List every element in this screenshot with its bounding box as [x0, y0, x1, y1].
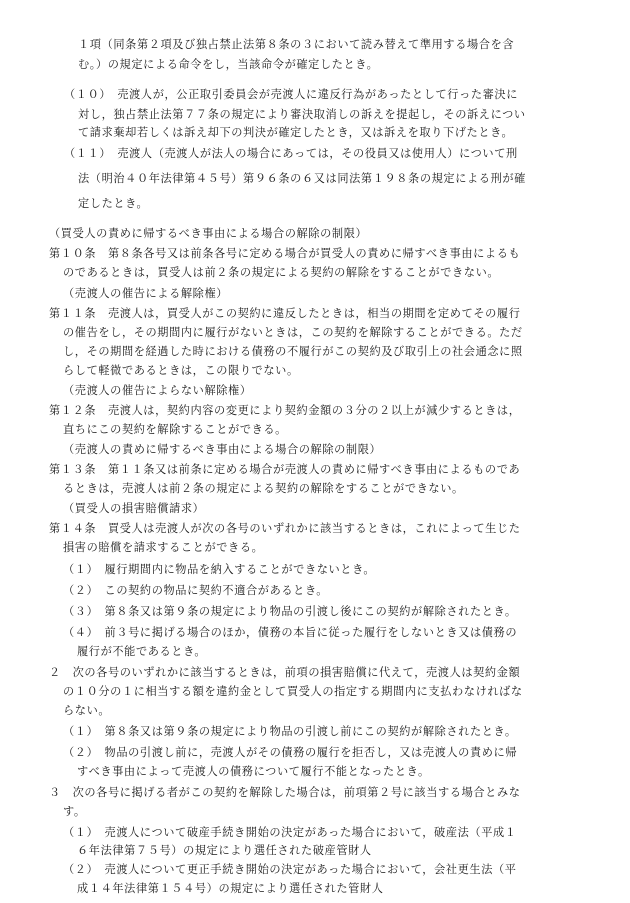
text-line: す。: [63, 804, 86, 818]
list-item: （２） 物品の引渡し前に，売渡人がその債務の履行を拒否し，又は売渡人の責めに帰: [63, 745, 518, 759]
paragraph-line: ２ 次の各号のいずれかに該当するときは，前項の損害賠償に代えて，売渡人は契約金額: [49, 666, 521, 679]
article-line: 第１０条 第８条各号又は前条各号に定める場合が買受人の責めに帰すべき事由によるも: [49, 247, 521, 261]
text-line: １項（同条第２項及び独占禁止法第８条の３において読み替えて準用する場合を含: [78, 38, 515, 51]
article-line: 第１１条 売渡人は，買受人がこの契約に違反したときは，相当の期間を定めてその履行: [49, 307, 521, 321]
heading-line: （売渡人の催告によらない解除権）: [63, 384, 252, 398]
text-line: すべき事由によって売渡人の債務について履行不能となったとき。: [77, 765, 430, 778]
text-line: 定したとき。: [78, 196, 149, 210]
list-item: （１） 売渡人について破産手続き開始の決定があった場合において，破産法（平成１: [63, 825, 517, 839]
text-line: の１０分の１に相当する額を違約金として買受人の指定する期間内に支払わなければな: [63, 685, 523, 698]
text-line: む。）の規定による命令をし，当該命令が確定したとき。: [78, 58, 379, 71]
heading-line: （売渡人の催告による解除権）: [63, 287, 229, 301]
text-line: 損害の賠償を請求することができる。: [63, 541, 264, 555]
text-line: るときは，売渡人は前２条の規定による契約の解除をすることができない。: [63, 482, 464, 496]
text-line: 履行が不能であるとき。: [77, 645, 207, 659]
list-item: （２） この契約の物品に契約不適合があるとき。: [63, 584, 329, 598]
text-line: らして軽微であるときは，この限りでない。: [63, 364, 299, 378]
list-item: （３） 第８条又は第９条の規定により物品の引渡し後にこの契約が解除されたとき。: [63, 605, 517, 619]
article-line: 第１２条 売渡人は，契約内容の変更により契約金額の３分の２以上が減少するときは，: [49, 404, 521, 418]
list-item: （４） 前３号に掲げる場合のほか，債務の本旨に従った履行をしないとき又は債務の: [63, 626, 518, 639]
text-line: 直ちにこの契約を解除することができる。: [63, 423, 287, 437]
list-item: （１） 第８条又は第９条の規定により物品の引渡し前にこの契約が解除されたとき。: [63, 725, 517, 738]
text-line: し，その期間を経過した時における債務の不履行がこの契約及び取引上の社会通念に照: [63, 345, 523, 359]
text-line: 成１４年法律第１５４号）の規定により選任された管財人: [77, 882, 384, 895]
article-line: 第１３条 第１１条又は前条に定める場合が売渡人の責めに帰すべき事由によるものであ: [49, 463, 521, 477]
text-line: 法（明治４０年法律第４５号）第９６条の６又は同法第１９８条の規定による刑が確: [78, 172, 526, 186]
heading-line: （買受人の責めに帰するべき事由による場合の解除の制限）: [49, 227, 368, 241]
paragraph-line: ３ 次の各号に掲げる者がこの契約を解除した場合は，前項第２号に該当する場合とみな: [49, 785, 521, 799]
text-line: て請求棄却若しくは訴え却下の判決が確定したとき，又は訴えを取り下げたとき。: [78, 125, 514, 139]
text-line: （１１） 売渡人（売渡人が法人の場合にあっては，その役員又は使用人）について刑: [64, 147, 518, 161]
text-line: 対し，独占禁止法第７７条の規定により審決取消しの訴えを提起し，その訴えについ: [78, 107, 526, 121]
article-line: 第１４条 買受人は売渡人が次の各号のいずれかに該当するときは，これによって生じた: [49, 522, 521, 536]
text-line: のであるときは，買受人は前２条の規定による契約の解除をすることができない。: [63, 266, 500, 280]
list-item: （２） 売渡人について更正手続き開始の決定があった場合において，会社更生法（平: [63, 863, 517, 876]
text-line: ６年法律第７５号）の規定により選任された破産管財人: [77, 843, 372, 857]
list-item: （１） 履行期間内に物品を納入することができないとき。: [63, 563, 376, 577]
text-line: らない。: [63, 704, 111, 718]
heading-line: （買受人の損害賠償請求）: [63, 502, 205, 516]
text-line: の催告をし，その期間内に履行がないときは，この契約を解除することができる。ただ: [63, 326, 523, 340]
text-line: （１０） 売渡人が，公正取引委員会が売渡人に違反行為があったとして行った審決に: [64, 88, 519, 102]
heading-line: （売渡人の責めに帰するべき事由による場合の解除の制限）: [63, 443, 382, 457]
